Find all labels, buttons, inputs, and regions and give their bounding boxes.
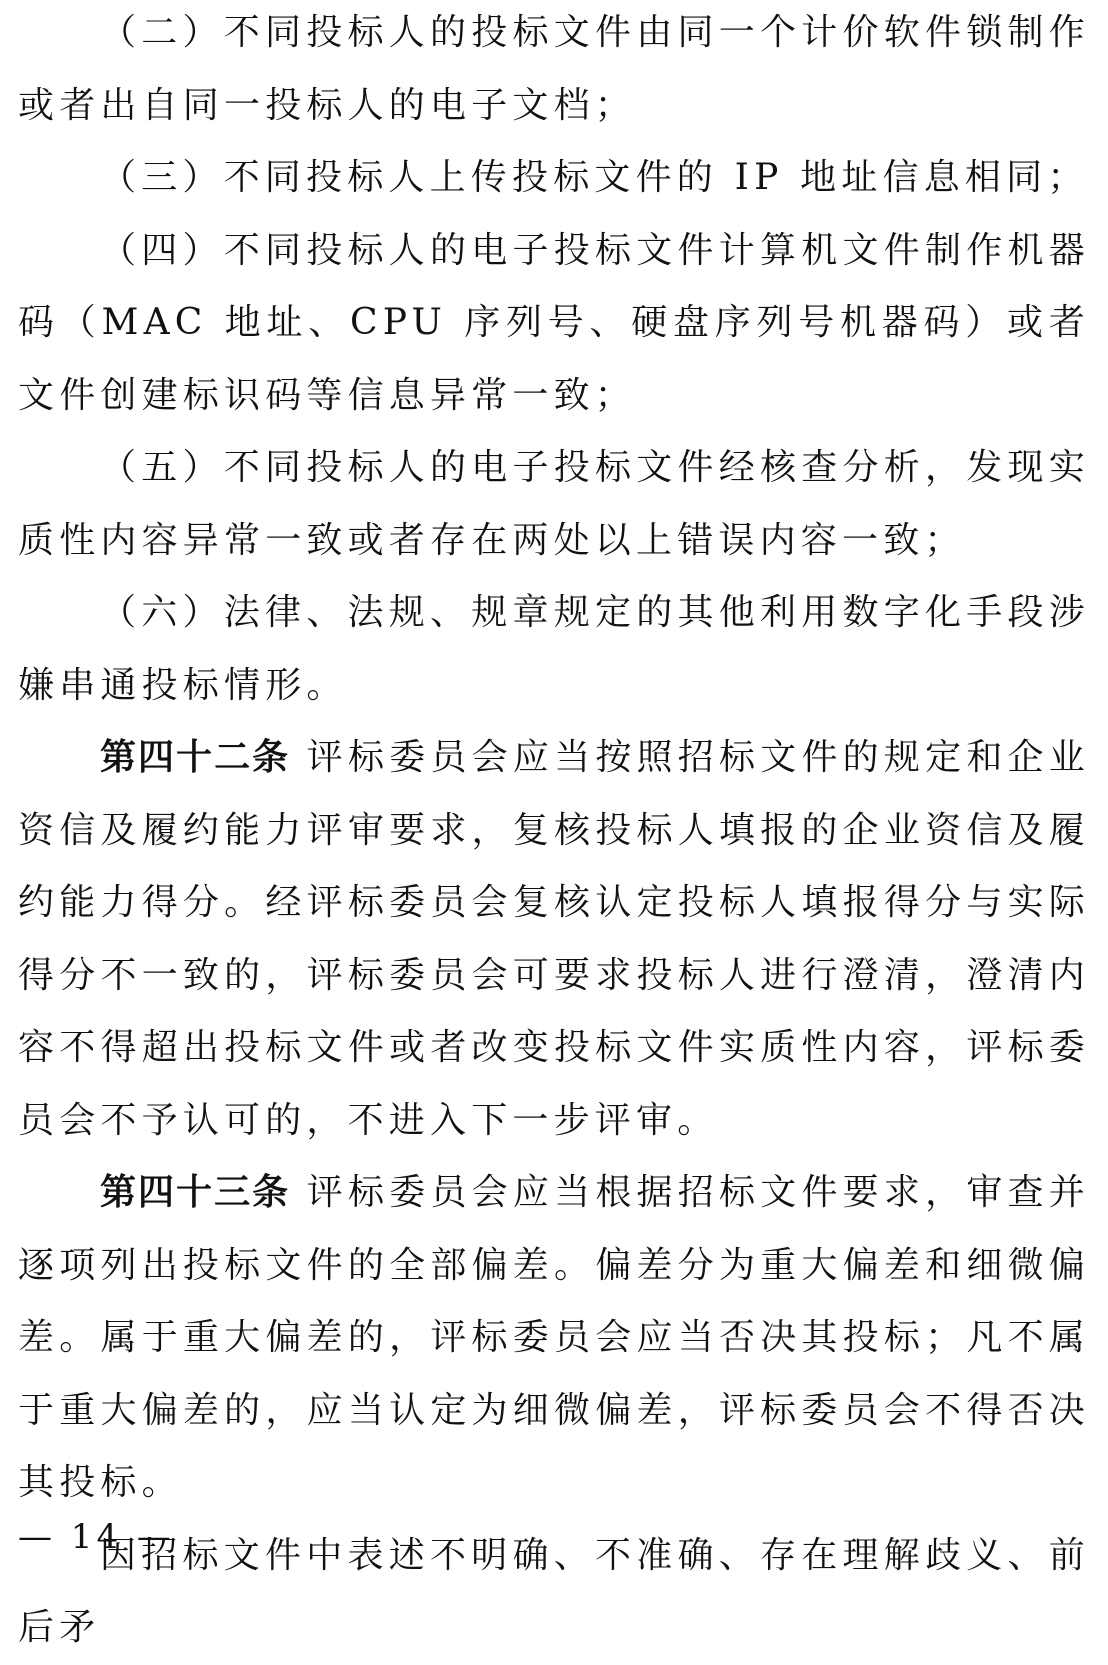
paragraph-text: 评标委员会应当根据招标文件要求，审查并逐项列出投标文件的全部偏差。偏差分为重大偏差和细微偏差。属于重大偏差的，评标委员会应当否决其投标；凡不属于重大偏差的，应当认定为细微偏差，评标委员会不得否决其投标。	[18, 1172, 1090, 1503]
paragraph-item-6	[18, 577, 1090, 722]
paragraph-article-43	[18, 1157, 1090, 1520]
paragraph-item-4	[18, 215, 1090, 433]
paragraph-article-43-continued	[18, 1520, 1090, 1665]
paragraph-item-5	[18, 432, 1090, 577]
paragraph-text: 因招标文件中表述不明确、不准确、存在理解歧义、前后矛	[18, 1534, 1090, 1648]
paragraph-item-2	[18, 0, 1090, 142]
paragraph-text: （四）不同投标人的电子投标文件计算机文件制作机器码（MAC 地址、CPU 序列号、硬盘序列号机器码）或者文件创建标识码等信息异常一致；	[18, 229, 1090, 416]
paragraph-text: （五）不同投标人的电子投标文件经核查分析，发现实质性内容异常一致或者存在两处以上错误内容一致；	[18, 447, 1090, 561]
page-number: — 14 —	[18, 1517, 175, 1557]
paragraph-article-42	[18, 722, 1090, 1157]
paragraph-text: （二）不同投标人的投标文件由同一个计价软件锁制作或者出自同一投标人的电子文档；	[18, 12, 1090, 126]
paragraph-text: （六）法律、法规、规章规定的其他利用数字化手段涉嫌串通投标情形。	[18, 592, 1090, 706]
article-heading: 第四十二条	[100, 737, 291, 778]
document-page	[18, 0, 1090, 1665]
paragraph-item-3	[18, 142, 1090, 215]
paragraph-text: 评标委员会应当按照招标文件的规定和企业资信及履约能力评审要求，复核投标人填报的企业资信及履约能力得分。经评标委员会复核认定投标人填报得分与实际得分不一致的，评标委员会可要求投标人进行澄清，澄清内容不得超出投标文件或者改变投标文件实质性内容，评标委员会不予认可的，不进入下一步评审。	[18, 737, 1090, 1141]
paragraph-text: （三）不同投标人上传投标文件的 IP 地址信息相同；	[100, 157, 1089, 198]
article-heading: 第四十三条	[100, 1172, 291, 1213]
